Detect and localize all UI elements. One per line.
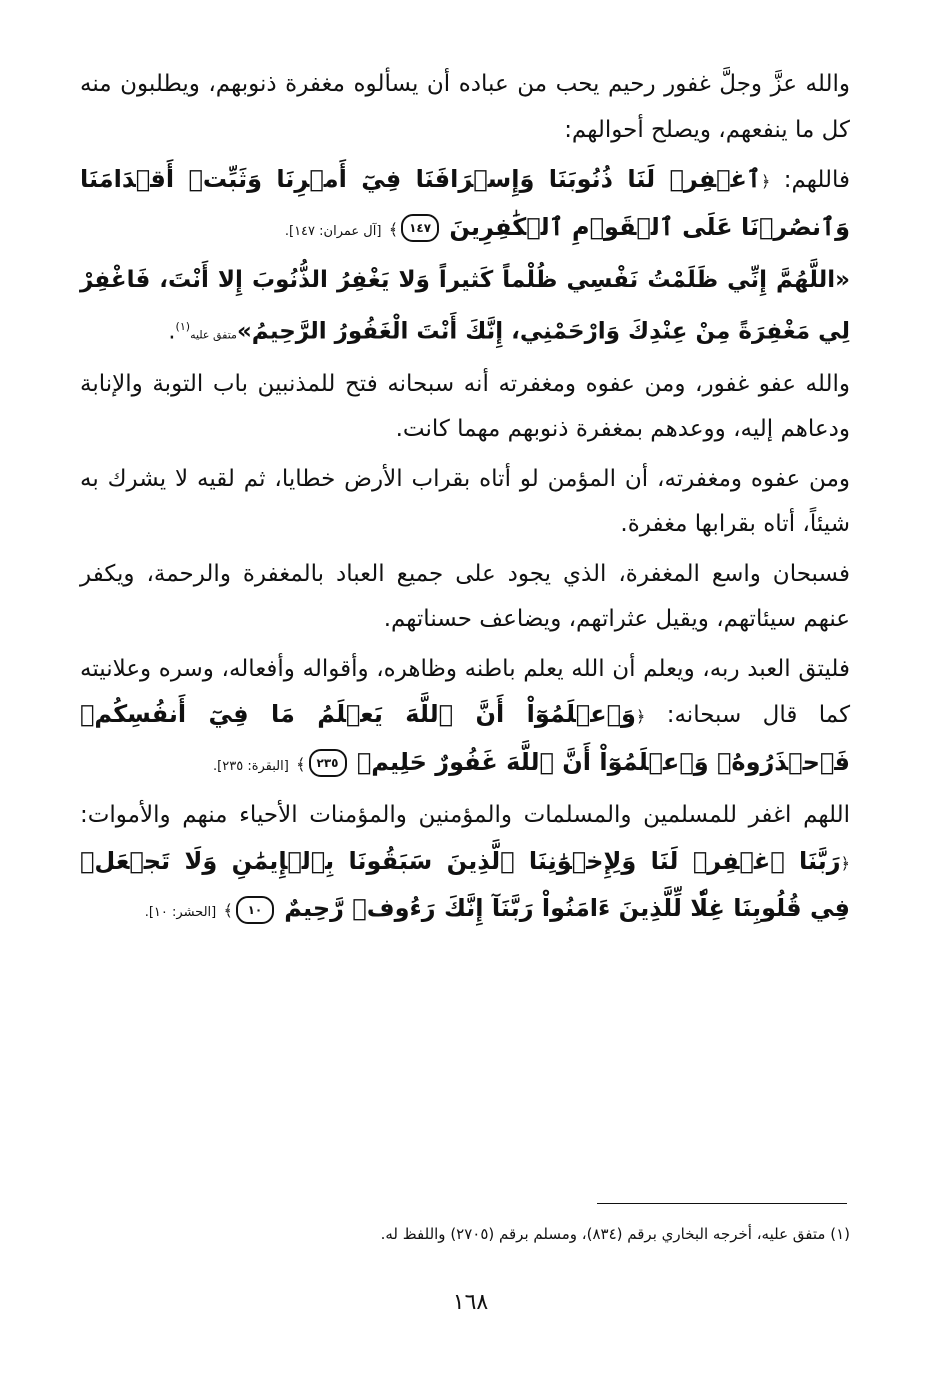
lead-text: فاللهم: — [783, 167, 851, 193]
paragraph-3: «اللَّهُمَّ إِنِّي ظَلَمْتُ نَفْسِي ظُلْماً كَثيراً وَلا يَغْفِرُ الذُّنُوبَ إِلا أَنْتَ، فَاغْفِرْ لِي مَغْفِرَةً مِنْ عِنْدِكَ وَارْحَمْنِي، إِنَّكَ أَنْتَ الْغَفُورُ الرَّحِيمُ»متفق عليه$^{(١)}$. — [80, 267, 850, 345]
paragraph-6: فسبحان واسع المغفرة، الذي يجود على جميع العباد بالمغفرة والرحمة، ويكفر عنهم سيئاتهم، ويقيل عثراتهم، ويضاعف حسناتهم. — [80, 560, 850, 633]
ayah-number-marker: ٢٣٥ — [309, 749, 347, 777]
hadith-grading: متفق عليه — [190, 328, 237, 342]
paragraph-8 — [80, 793, 850, 936]
quran-close-bracket: ﴾ — [223, 901, 233, 921]
hadith-text: «اللَّهُمَّ إِنِّي ظَلَمْتُ نَفْسِي ظُلْماً كَثيراً وَلا يَغْفِرُ الذُّنُوبَ إِلا أَنْتَ، فَاغْفِرْ لِي مَغْفِرَةً مِنْ عِنْدِكَ وَارْحَمْنِي، إِنَّكَ أَنْتَ الْغَفُورُ الرَّحِيمُ» — [80, 267, 850, 345]
verse-reference: [آل عمران: ١٤٧]. — [284, 223, 382, 239]
page-number: ١٦٨ — [452, 1290, 489, 1315]
lead-text: اللهم اغفر للمسلمين والمسلمات والمؤمنين والمؤمنات الأحياء منهم والأموات: — [80, 802, 850, 829]
quran-verse: رَبَّنَا ٱغۡفِرۡ لَنَا وَلِإِخۡوَٰنِنَا ٱلَّذِينَ سَبَقُونَا بِٱلۡإِيمَٰنِ وَلَا تَجۡعَلۡ فِي قُلُوبِنَا غِلّٗا لِّلَّذِينَ ءَامَنُواْ رَبَّنَآ إِنَّكَ رَءُوفٞ رَّحِيمٌ — [80, 846, 850, 923]
paragraph-2 — [80, 157, 850, 254]
lead-text: فليتق العبد ربه، ويعلم أن الله يعلم باطنه وظاهره، وأقواله وأفعاله، وسره وعلانيته كما قال سبحانه: — [80, 655, 851, 729]
quran-verse: ٱغۡفِرۡ لَنَا ذُنُوبَنَا وَإِسۡرَافَنَا فِيٓ أَمۡرِنَا وَثَبِّتۡ أَقۡدَامَنَا وَٱنصُرۡنَا عَلَى ٱلۡقَوۡمِ ٱلۡكَٰفِرِينَ — [80, 165, 850, 241]
quran-open-bracket: ﴿ — [840, 853, 850, 873]
footnote: (١) متفق عليه، أخرجه البخاري برقم (٨٣٤)، ومسلم برقم (٢٧٠٥) واللفظ له. — [380, 1225, 850, 1243]
verse-reference: [الحشر: ١٠]. — [144, 905, 217, 921]
paragraph-5: ومن عفوه ومغفرته، أن المؤمن لو أتاه بقراب الأرض خطايا، ثم لقيه لا يشرك به شيئاً، أتاه بقرابها مغفرة. — [80, 465, 850, 538]
quran-close-bracket: ﴾ — [296, 754, 306, 774]
quran-open-bracket: ﴿ — [635, 707, 646, 727]
footnote-divider — [597, 1203, 847, 1204]
paragraph-1: والله عزَّ وجلَّ غفور رحيم يحب من عباده أن يسألوه مغفرة ذنوبهم، ويطلبون منه كل ما ينفعهم، ويصلح أحوالهم: — [80, 71, 850, 143]
ayah-number-marker: ١٤٧ — [401, 214, 439, 242]
page-body — [80, 62, 850, 940]
quran-verse: وَٱعۡلَمُوٓاْ أَنَّ ٱللَّهَ يَعۡلَمُ مَا فِيٓ أَنفُسِكُمۡ فَٱحۡذَرُوهُۚ وَٱعۡلَمُوٓاْ أَنَّ ٱللَّهَ غَفُورٌ حَلِيمٞ — [80, 700, 850, 776]
paragraph-4: والله عفو غفور، ومن عفوه ومغفرته أنه سبحانه فتح للمذنبين باب التوبة والإنابة ودعاهم إليه، ووعدهم بمغفرة ذنوبهم مهما كانت. — [80, 370, 850, 443]
paragraph-7 — [80, 647, 850, 790]
verse-reference: [البقرة: ٢٣٥]. — [213, 758, 289, 774]
ayah-number-marker: ١٠ — [236, 896, 274, 924]
footnote-marker[interactable]: (١) — [175, 319, 191, 333]
quran-close-bracket: ﴾ — [388, 219, 399, 239]
quran-open-bracket: ﴿ — [761, 172, 771, 191]
